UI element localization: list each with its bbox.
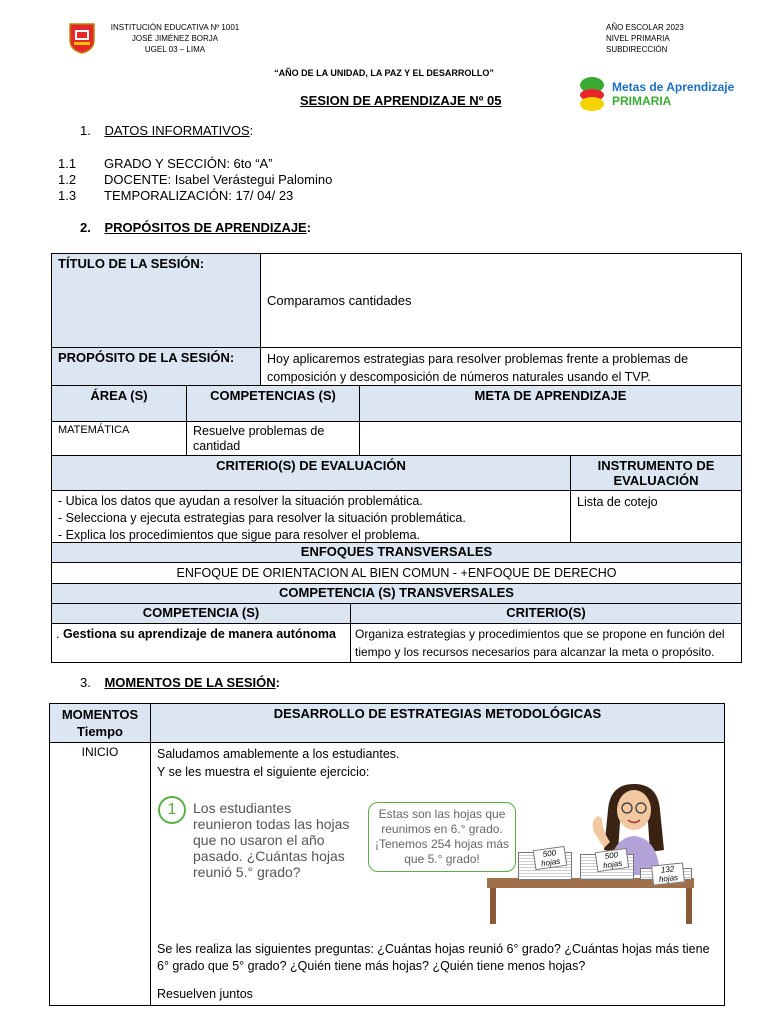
enfoques-value: ENFOQUE DE ORIENTACION AL BIEN COMUN - +ENFOQUE DE DERECHO — [52, 563, 742, 584]
meta-header: META DE APRENDIZAJE — [360, 386, 742, 422]
criterio-item: - Selecciona y ejecuta estrategias para resolver la situación problemática. — [58, 511, 466, 525]
pile-label-1: 500 hojas — [533, 846, 567, 870]
propositos-table — [51, 253, 742, 389]
school-subname: JOSÉ JIMÉNEZ BORJA — [131, 34, 219, 43]
criterio-item: - Ubica los datos que ayudan a resolver la situación problemática. — [58, 494, 423, 508]
greeting-line: Saludamos amablemente a los estudiantes. — [157, 747, 400, 761]
pile-label-2: 500 hojas — [595, 848, 629, 872]
desarrollo-header: DESARROLLO DE ESTRATEGIAS METODOLÓGICAS — [151, 704, 725, 743]
area-table — [51, 385, 742, 457]
area-value: MATEMÁTICA — [52, 422, 187, 457]
exercise-line: Y se les muestra el siguiente ejercicio: — [157, 765, 370, 779]
competencia-value: . Gestiona su aprendizaje de manera autónoma — [52, 624, 351, 663]
school-year: AÑO ESCOLAR 2023 — [606, 23, 684, 32]
titulo-label: TÍTULO DE LA SESIÓN: — [52, 254, 261, 348]
proposito-label: PROPÓSITO DE LA SESIÓN: — [52, 348, 261, 389]
table-leg-left — [490, 888, 496, 924]
criterio-header: CRITERIO(S) DE EVALUACIÓN — [52, 456, 571, 491]
proposito-value: Hoy aplicaremos estrategias para resolver problemas frente a problemas de composición y descomposición de números naturales usando el TVP. — [261, 348, 742, 389]
section2-heading: 2. PROPÓSITOS DE APRENDIZAJE: — [80, 220, 312, 235]
criterios-list — [52, 491, 571, 547]
section1-number: 1. — [80, 123, 91, 138]
logo-line1: Metas de Aprendizaje — [612, 80, 735, 94]
resuelven-text: Resuelven juntos — [157, 987, 253, 1001]
section3-heading: 3. MOMENTOS DE LA SESIÓN: — [80, 675, 280, 690]
session-title: SESION DE APRENDIZAJE Nº 05 — [300, 93, 502, 108]
meta-value — [360, 422, 742, 457]
momentos-header: MOMENTOS Tiempo — [50, 704, 151, 743]
section1-heading: 1. DATOS INFORMATIVOS: — [80, 123, 254, 138]
school-name: INSTITUCIÓN EDUCATIVA Nº 1001 — [110, 23, 240, 32]
criterios-header: CRITERIO(S) — [351, 604, 742, 624]
problem-number-badge: 1 — [158, 796, 186, 824]
subdirection: SUBDIRECCIÓN — [606, 45, 668, 54]
section3-number: 3. — [80, 675, 91, 690]
datos-item: 1.2 DOCENTE: Isabel Verástegui Palomino — [58, 172, 333, 187]
section2-number: 2. — [80, 220, 91, 235]
level: NIVEL PRIMARIA — [606, 34, 670, 43]
metas-logo-icon — [578, 76, 608, 117]
datos-list — [58, 156, 332, 204]
header-left — [110, 22, 240, 55]
enfoques-header: ENFOQUES TRANSVERSALES — [52, 543, 742, 563]
criterio-item: - Explica los procedimientos que sigue para resolver el problema. — [58, 528, 420, 542]
logo-line2: PRIMARIA — [612, 94, 672, 108]
inicio-cell: INICIO — [50, 743, 151, 1006]
titulo-value: Comparamos cantidades — [261, 254, 742, 348]
competencias-header: COMPETENCIAS (S) — [187, 386, 360, 422]
ugel: UGEL 03 – LIMA — [144, 45, 206, 54]
pile-label-3: 132 hojas — [651, 862, 685, 885]
header-right — [606, 22, 684, 55]
instrumento-value: Lista de cotejo — [571, 491, 742, 547]
competencias-value: Resuelve problemas de cantidad — [187, 422, 360, 457]
datos-item: 1.3 TEMPORALIZACIÓN: 17/ 04/ 23 — [58, 188, 294, 203]
year-motto: “AÑO DE LA UNIDAD, LA PAZ Y EL DESARROLLO” — [274, 68, 494, 78]
speech-bubble: Estas son las hojas que reunimos en 6.° grado. ¡Tenemos 254 hojas más que 5.° grado! — [368, 802, 516, 872]
metas-logo-text — [612, 80, 734, 108]
problem-text: Los estudiantes reunieron todas las hojas que no usaron el año pasado. ¿Cuántas hojas reunió 5.° grado? — [193, 800, 350, 880]
school-crest-icon — [68, 22, 96, 54]
instrumento-header: INSTRUMENTO DE EVALUACIÓN — [571, 456, 742, 491]
questions-text: Se les realiza las siguientes preguntas: ¿Cuántas hojas reunió 6° grado? ¿Cuántas hojas más tiene 6° grado que 5° grado? ¿Quién tiene más hojas? ¿Quién tiene menos hojas? — [157, 942, 710, 973]
criterios-table — [51, 455, 742, 547]
area-header: ÁREA (S) — [52, 386, 187, 422]
datos-item: 1.1 GRADO Y SECCIÓN: 6to “A” — [58, 156, 273, 171]
section1-title: DATOS INFORMATIVOS — [104, 123, 250, 138]
enfoques-table — [51, 542, 742, 663]
section2-title: PROPÓSITOS DE APRENDIZAJE — [104, 220, 307, 235]
criterios-value: Organiza estrategias y procedimientos que se propone en función del tiempo y los recursos necesarios para alcanzar la meta o propósito. — [351, 624, 742, 663]
table-leg-right — [686, 888, 692, 924]
section3-title: MOMENTOS DE LA SESIÓN — [104, 675, 276, 690]
comp-trans-header: COMPETENCIA (S) TRANSVERSALES — [52, 584, 742, 604]
competencia-header: COMPETENCIA (S) — [52, 604, 351, 624]
